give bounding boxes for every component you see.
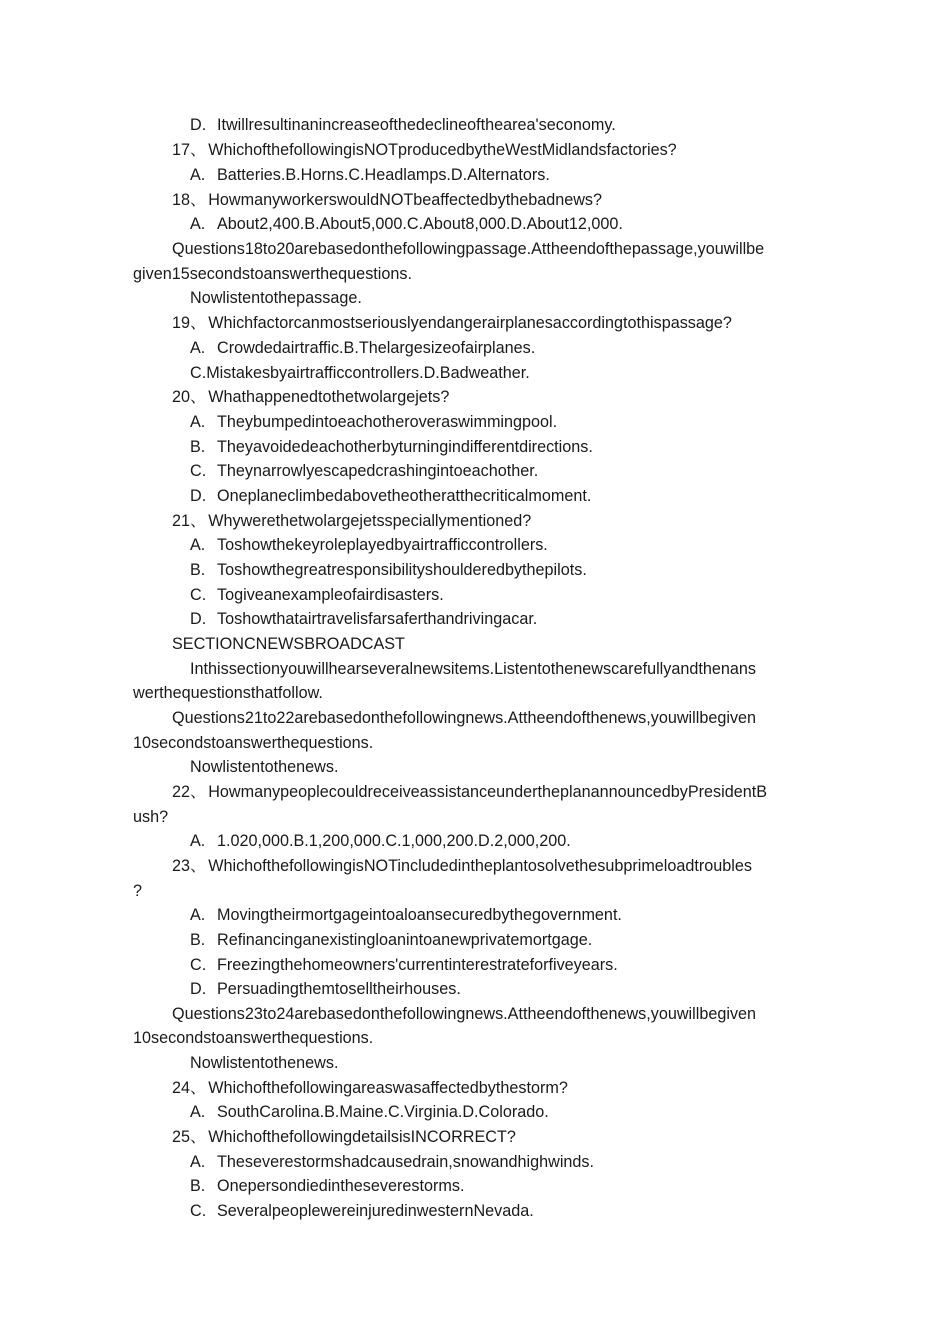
option-line (0, 979, 950, 999)
question-number: 17、 (172, 141, 207, 159)
option-label: A. (190, 832, 206, 850)
option-line (0, 1102, 950, 1122)
option-text: Persuadingthemtoselltheirhouses. (217, 980, 461, 998)
question-text: Whichfactorcanmostseriouslyendangerairplanesaccordingtothispassage? (208, 314, 732, 332)
option-label: B. (190, 1177, 206, 1195)
option-text: 1.020,000.B.1,200,000.C.1,000,200.D.2,000,200. (217, 832, 571, 850)
question-text: HowmanypeoplecouldreceiveassistanceundertheplanannouncedbyPresidentB (208, 783, 768, 801)
option-label: D. (190, 487, 207, 505)
option-label: B. (190, 931, 206, 949)
option-line: C.Mistakesbyairtrafficcontrollers.D.Badweather. (190, 364, 530, 382)
option-line (0, 412, 950, 432)
option-line (0, 461, 950, 481)
question-text: Whathappenedtothetwolargejets? (208, 388, 450, 406)
question-line (0, 856, 950, 876)
listen-instruction: Nowlistentothenews. (190, 758, 339, 776)
question-number: 24、 (172, 1079, 207, 1097)
option-line (0, 560, 950, 580)
option-text: Onepersondiedintheseverestorms. (217, 1177, 465, 1195)
option-label: B. (190, 438, 206, 456)
option-line (0, 437, 950, 457)
option-text: Toshowthegreatresponsibilityshoulderedbythepilots. (217, 561, 587, 579)
option-line (0, 535, 950, 555)
option-label: D. (190, 610, 207, 628)
question-number: 20、 (172, 388, 207, 406)
question-text: WhichofthefollowingdetailsisINCORRECT? (208, 1128, 516, 1146)
option-line (0, 1201, 950, 1221)
option-text: Refinancinganexistingloanintoanewprivatemortgage. (217, 931, 593, 949)
question-line (0, 313, 950, 333)
instruction-continuation: given15secondstoanswerthequestions. (133, 265, 412, 283)
question-number: 23、 (172, 857, 207, 875)
option-line (0, 831, 950, 851)
question-line (0, 190, 950, 210)
question-text: Whichofthefollowingareaswasaffectedbythestorm? (208, 1079, 568, 1097)
option-line (0, 486, 950, 506)
option-text: Theseverestormshadcausedrain,snowandhighwinds. (217, 1153, 595, 1171)
option-line (0, 1152, 950, 1172)
option-label: C. (190, 1202, 207, 1220)
option-label: A. (190, 166, 206, 184)
option-label: A. (190, 906, 206, 924)
option-text: Itwillresultinanincreaseofthedeclineofthearea'seconomy. (217, 116, 616, 134)
option-text: Batteries.B.Horns.C.Headlamps.D.Alternators. (217, 166, 550, 184)
question-text: WhichofthefollowingisNOTincludedintheplantosolvethesubprimeloadtroubles (208, 857, 752, 875)
question-line (0, 387, 950, 407)
option-text: Oneplaneclimbedabovetheotheratthecriticalmoment. (217, 487, 592, 505)
option-label: D. (190, 980, 207, 998)
section-instruction: Inthissectionyouwillhearseveralnewsitems.Listentothenewscarefullyandthenans (190, 660, 756, 678)
question-text: WhichofthefollowingisNOTproducedbytheWestMidlandsfactories? (208, 141, 677, 159)
instruction-paragraph: Questions18to20arebasedonthefollowingpassage.Attheendofthepassage,youwillbe (172, 240, 765, 258)
option-text: Crowdedairtraffic.B.Thelargesizeofairplanes. (217, 339, 536, 357)
option-line (0, 930, 950, 950)
option-line (0, 338, 950, 358)
option-label: C. (190, 462, 207, 480)
option-label: A. (190, 215, 206, 233)
section-instruction-continuation: werthequestionsthatfollow. (133, 684, 323, 702)
question-number: 25、 (172, 1128, 207, 1146)
instruction-continuation: 10secondstoanswerthequestions. (133, 734, 374, 752)
question-number: 21、 (172, 512, 207, 530)
question-number: 18、 (172, 191, 207, 209)
instruction-continuation: 10secondstoanswerthequestions. (133, 1029, 374, 1047)
option-line (0, 955, 950, 975)
option-text: About2,400.B.About5,000.C.About8,000.D.About12,000. (217, 215, 623, 233)
option-text: SouthCarolina.B.Maine.C.Virginia.D.Colorado. (217, 1103, 549, 1121)
option-text: SeveralpeoplewereinjuredinwesternNevada. (217, 1202, 534, 1220)
option-text: Theybumpedintoeachotheroveraswimmingpool. (217, 413, 558, 431)
option-label: A. (190, 339, 206, 357)
option-line (0, 585, 950, 605)
question-line (0, 140, 950, 160)
option-label: A. (190, 413, 206, 431)
option-label: A. (190, 1103, 206, 1121)
option-text: Theynarrowlyescapedcrashingintoeachother. (217, 462, 539, 480)
option-text: Theyavoidedeachotherbyturningindifferentdirections. (217, 438, 593, 456)
option-label: A. (190, 1153, 206, 1171)
question-text: Whywerethetwolargejetsspeciallymentioned? (208, 512, 532, 530)
option-line (0, 115, 950, 135)
option-label: C. (190, 956, 207, 974)
option-line (0, 609, 950, 629)
instruction-paragraph: Questions23to24arebasedonthefollowingnews.Attheendofthenews,youwillbegiven (172, 1005, 757, 1023)
question-line (0, 782, 950, 802)
option-text: Toshowthatairtravelisfarsaferthandrivingacar. (217, 610, 538, 628)
option-text: Movingtheirmortgageintoaloansecuredbythegovernment. (217, 906, 622, 924)
option-label: D. (190, 116, 207, 134)
option-line (0, 1176, 950, 1196)
instruction-paragraph: Questions21to22arebasedonthefollowingnews.Attheendofthenews,youwillbegiven (172, 709, 757, 727)
question-line (0, 1127, 950, 1147)
option-text: Togiveanexampleofairdisasters. (217, 586, 444, 604)
option-text: Freezingthehomeowners'currentinterestrateforfiveyears. (217, 956, 618, 974)
option-label: B. (190, 561, 206, 579)
section-heading: SECTIONCNEWSBROADCAST (172, 635, 405, 653)
option-line (0, 214, 950, 234)
listen-instruction: Nowlistentothepassage. (190, 289, 362, 307)
question-line (0, 1078, 950, 1098)
option-text: Toshowthekeyroleplayedbyairtrafficcontrollers. (217, 536, 548, 554)
question-text: HowmanyworkerswouldNOTbeaffectedbythebadnews? (208, 191, 603, 209)
question-number: 19、 (172, 314, 207, 332)
listen-instruction: Nowlistentothenews. (190, 1054, 339, 1072)
option-line (0, 165, 950, 185)
question-continuation: ush? (133, 808, 169, 826)
option-line (0, 905, 950, 925)
question-line (0, 511, 950, 531)
question-number: 22、 (172, 783, 207, 801)
option-label: C. (190, 586, 207, 604)
option-label: A. (190, 536, 206, 554)
question-continuation: ? (133, 882, 143, 900)
